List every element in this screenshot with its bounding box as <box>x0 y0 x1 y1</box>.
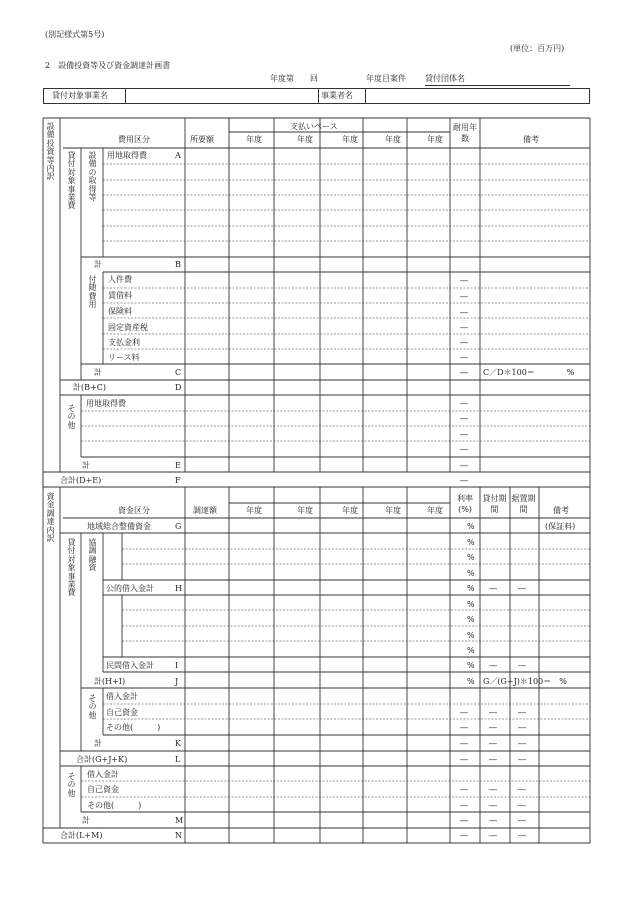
dash-n-a: ― <box>460 831 468 840</box>
dash-misc1-a: ― <box>460 723 468 732</box>
dash-own2-a: ― <box>460 785 468 794</box>
dash-k-a: ― <box>460 739 468 748</box>
life-dash-9: ― <box>460 414 468 423</box>
own-funds-label-1: 自己資金 <box>106 708 138 717</box>
life-dash-1: ― <box>460 276 468 285</box>
code-b: B <box>175 260 181 269</box>
unit-label: (単位：百万円) <box>510 44 565 53</box>
org-name-label: 貸付団体名 <box>425 74 465 83</box>
equipment-label: 設備の取得等 <box>88 151 97 202</box>
borrow-total-label-2: 借入金計 <box>87 770 119 779</box>
dash-m-b: ― <box>489 816 497 825</box>
life-dash-7: ― <box>460 368 468 377</box>
code-f: F <box>175 476 181 485</box>
rate-pct-4: % <box>467 569 475 578</box>
life-dash-4: ― <box>460 323 468 332</box>
loan-project-label: 貸付対象事業名 <box>52 91 108 100</box>
s2-remarks-header: 備考 <box>553 506 569 515</box>
code-n: N <box>175 831 182 840</box>
land-cost-label: 用地取得費 <box>107 151 147 160</box>
incidental-label: 付随費用 <box>88 275 97 310</box>
dash-own1-b: ― <box>489 708 497 717</box>
dash-own2-c: ― <box>518 785 526 794</box>
item-insurance: 保険料 <box>108 307 132 316</box>
life-dash-13: ― <box>460 476 468 485</box>
cofinance-label: 協調融資 <box>88 538 97 573</box>
target-year-label: 年度目案件 <box>366 74 406 83</box>
form-id: (別記様式第5号) <box>45 30 105 39</box>
life-dash-12: ― <box>460 461 468 470</box>
grace-period-header: 据置期間 <box>511 494 536 515</box>
dash-own2-b: ― <box>489 785 497 794</box>
payment-pace-header: 支払いペース <box>290 122 338 131</box>
other-land-label: 用地取得費 <box>86 399 126 408</box>
rate-header: 利率(%) <box>457 494 473 515</box>
s2-year-header-4: 年度 <box>385 506 401 515</box>
code-k: K <box>175 739 181 748</box>
code-g: G <box>175 522 182 531</box>
dash-k-b: ― <box>489 739 497 748</box>
code-j: J <box>175 677 179 686</box>
s2-year-header-2: 年度 <box>297 506 313 515</box>
ratio-g-text: G／(G+J)＊100＝ % <box>483 677 567 686</box>
year-header-5: 年度 <box>427 135 443 144</box>
subtotal-b-label: 計 <box>94 260 102 269</box>
code-e: E <box>175 461 181 470</box>
period-dash-i2: ― <box>518 661 526 670</box>
life-dash-2: ― <box>460 292 468 301</box>
private-loan-label: 民間借入金計 <box>106 661 154 670</box>
dash-misc1-c: ― <box>518 723 526 732</box>
dash-n-c: ― <box>518 831 526 840</box>
year-header-1: 年度 <box>246 135 262 144</box>
item-personnel: 人件費 <box>108 275 132 284</box>
required-amount-header: 所要額 <box>190 135 214 144</box>
subtotal-c-label: 計 <box>94 368 102 377</box>
dash-n-b: ― <box>489 831 497 840</box>
rate-pct-8: % <box>467 631 475 640</box>
loan-target-label-1: 貸付対象事業費 <box>67 151 76 211</box>
total-hi-label: 計(H+I) <box>94 677 126 686</box>
code-m: M <box>175 816 184 825</box>
period-dash-i1: ― <box>489 661 497 670</box>
dash-l-a: ― <box>460 755 468 764</box>
other-label-2: その他 <box>88 694 97 720</box>
year-header-3: 年度 <box>342 135 358 144</box>
life-dash-11: ― <box>460 445 468 454</box>
item-interest: 支払金利 <box>108 338 140 347</box>
regional-fund-label: 地域総合整備資金 <box>87 522 151 531</box>
rate-pct-3: % <box>467 553 475 562</box>
rate-pct-2: % <box>467 538 475 547</box>
other-label-1: その他 <box>67 404 76 430</box>
rate-pct-1: % <box>467 522 475 531</box>
guarantee-fee-label: (保証料) <box>545 522 576 531</box>
life-dash-8: ― <box>460 399 468 408</box>
loan-period-header: 貸付期間 <box>482 494 507 515</box>
document-title: 2 設備投資等及び資金調達計画書 <box>45 61 171 70</box>
ratio-c-text: C／D＊100＝ % <box>483 368 575 377</box>
rate-pct-5: % <box>467 584 475 593</box>
life-dash-3: ― <box>460 308 468 317</box>
useful-life-header: 耐用年数 <box>453 123 477 144</box>
dash-own1-c: ― <box>518 708 526 717</box>
total-bc-label: 計(B+C) <box>73 383 106 392</box>
life-dash-10: ― <box>460 430 468 439</box>
grand-total-f-label: 合計(D+E) <box>60 476 102 485</box>
life-dash-5: ― <box>460 338 468 347</box>
dash-misc2-b: ― <box>489 801 497 810</box>
dash-misc1-b: ― <box>489 723 497 732</box>
operator-label: 事業者名 <box>321 91 353 100</box>
other-misc-label-2: その他( ) <box>87 801 142 810</box>
rate-pct-6: % <box>467 600 475 609</box>
period-dash-h2: ― <box>518 584 526 593</box>
grand-total-n-label: 合計(L+M) <box>60 831 103 840</box>
dash-k-c: ― <box>518 739 526 748</box>
code-d: D <box>175 383 182 392</box>
dash-l-c: ― <box>518 755 526 764</box>
other-label-3: その他 <box>67 772 76 798</box>
year-header-4: 年度 <box>385 135 401 144</box>
dash-m-a: ― <box>460 816 468 825</box>
fund-class-header: 資金区分 <box>118 506 150 515</box>
item-rent: 賃借料 <box>108 291 132 300</box>
amount-header: 調達額 <box>193 506 217 515</box>
s2-year-header-1: 年度 <box>246 506 262 515</box>
dash-m-c: ― <box>518 816 526 825</box>
code-i: I <box>175 661 179 670</box>
dash-misc2-a: ― <box>460 801 468 810</box>
subtotal-m-label: 計 <box>82 816 90 825</box>
section2-label: 資金調達内訳 <box>46 492 55 543</box>
section1-label: 設備投資等内訳 <box>46 122 55 182</box>
total-gjk-label: 合計(G+J+K) <box>76 755 128 764</box>
period-dash-h1: ― <box>489 584 497 593</box>
subtotal-k-label: 計 <box>94 739 102 748</box>
item-lease: リース料 <box>108 353 140 362</box>
dash-misc2-c: ― <box>518 801 526 810</box>
s2-year-header-3: 年度 <box>342 506 358 515</box>
loan-target-label-2: 貸付対象事業費 <box>67 538 76 598</box>
code-c: C <box>175 368 182 377</box>
dash-l-b: ― <box>489 755 497 764</box>
own-funds-label-2: 自己資金 <box>87 785 119 794</box>
item-property-tax: 固定資産税 <box>108 323 148 332</box>
s2-year-header-5: 年度 <box>427 506 443 515</box>
year-number-label: 年度第 回 <box>270 74 318 83</box>
year-header-2: 年度 <box>297 135 313 144</box>
code-a: A <box>175 151 181 160</box>
subtotal-e-label: 計 <box>82 461 90 470</box>
cost-class-header: 費用区分 <box>118 135 150 144</box>
code-h: H <box>175 584 182 593</box>
rate-pct-7: % <box>467 615 475 624</box>
borrow-total-label-1: 借入金計 <box>106 692 138 701</box>
public-loan-label: 公的借入金計 <box>106 584 154 593</box>
rate-pct-11: % <box>467 677 475 686</box>
rate-pct-9: % <box>467 646 475 655</box>
other-misc-label-1: その他( ) <box>106 723 161 732</box>
rate-pct-10: % <box>467 661 475 670</box>
code-l: L <box>175 755 181 764</box>
remarks-header: 備考 <box>523 135 539 144</box>
life-dash-6: ― <box>460 353 468 362</box>
dash-own1-a: ― <box>460 708 468 717</box>
